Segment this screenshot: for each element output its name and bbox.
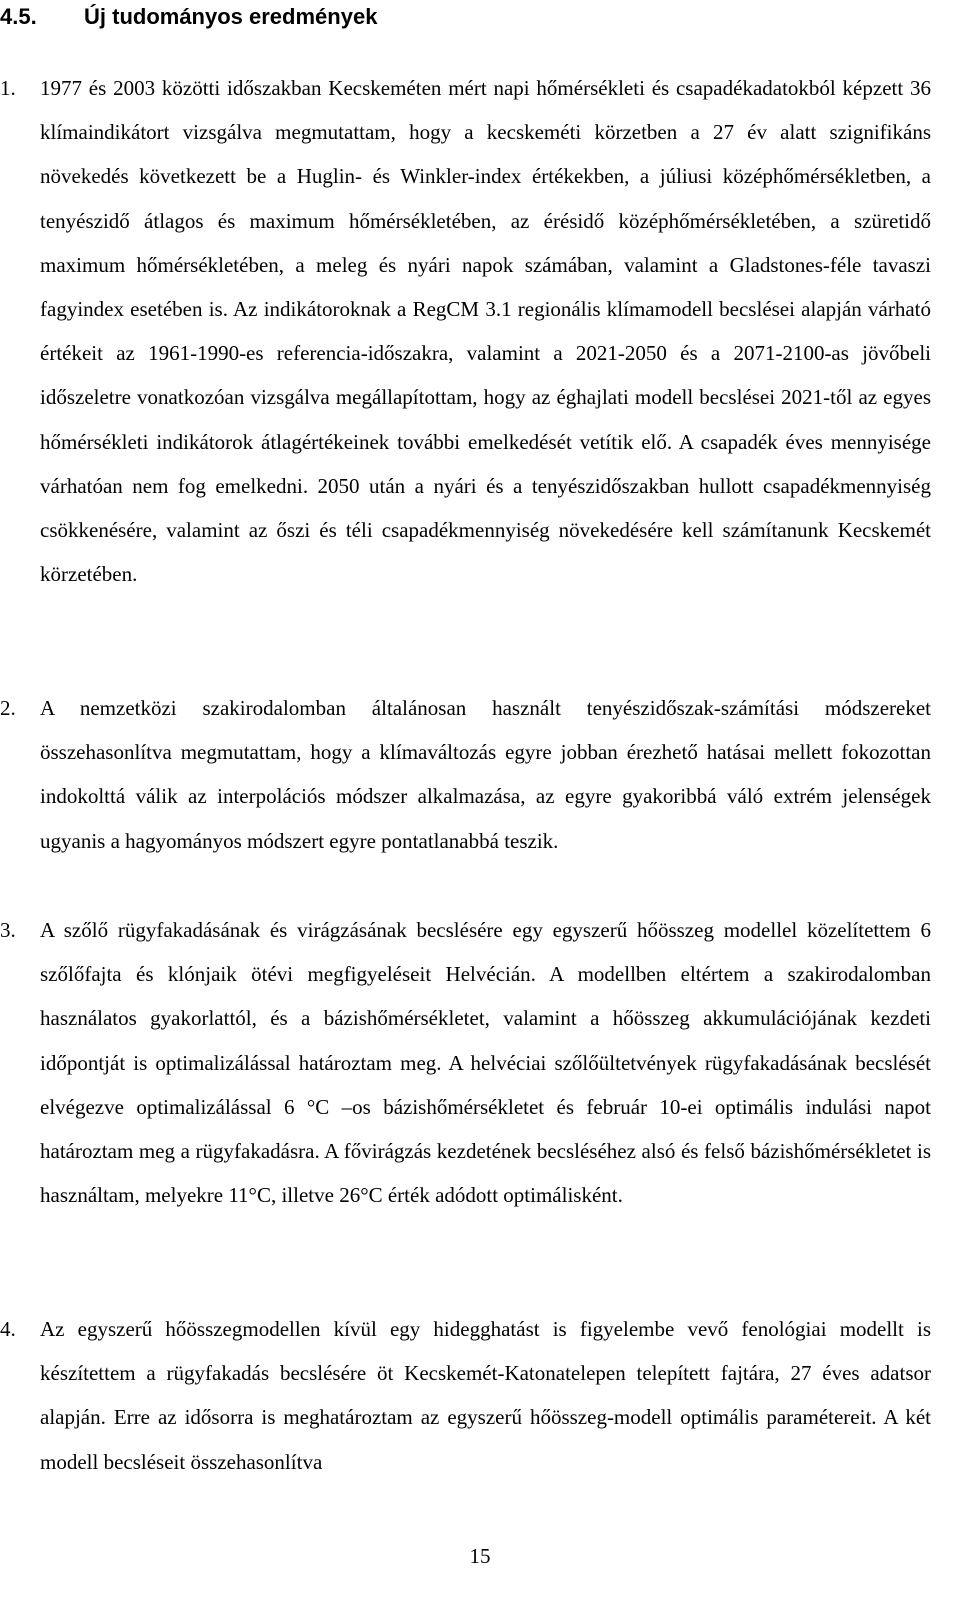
section-number: 4.5.: [0, 4, 37, 29]
item-number: 3.: [0, 918, 16, 942]
item-number: 1.: [0, 76, 16, 100]
result-item-3: [0, 908, 931, 1217]
result-item-2: [0, 686, 931, 863]
section-title: Új tudományos eredmények: [84, 4, 378, 29]
section-heading: [0, 2, 377, 32]
result-item-1: [0, 66, 931, 596]
item-text: A szőlő rügyfakadásának és virágzásának becslésére egy egyszerű hőösszeg modellel közelítettem 6 szőlőfajta és klónjaik ötévi megfigyeléseit Helvécián. A modellben eltértem a szakirodalomban használatos gyakorlattól, és a bázishőmérsékletet, valamint a hőösszeg akkumulációjának kezdeti időpontját is optimalizálással határoztam meg. A helvéciai szőlőültetvények rügyfakadásának becslését elvégezve optimalizálással 6 °C –os bázishőmérsékletet és február 10-ei optimális indulási napot határoztam meg a rügyfakadásra. A fővirágzás kezdetének becsléséhez alsó és felső bázishőmérsékletet is használtam, melyekre 11°C, illetve 26°C érték adódott optimálisként.: [40, 918, 931, 1208]
item-number: 4.: [0, 1317, 16, 1341]
result-item-4: [0, 1307, 931, 1484]
page-number: 15: [469, 1544, 491, 1568]
item-number: 2.: [0, 696, 16, 720]
item-text: A nemzetközi szakirodalomban általánosan használt tenyészidőszak-számítási módszereket összehasonlítva megmutattam, hogy a klímaváltozás egyre jobban érezhető hatásai mellett fokozottan indokolttá válik az interpolációs módszer alkalmazása, az egyre gyakoribbá váló extrém jelenségek ugyanis a hagyományos módszert egyre pontatlanabbá teszik.: [40, 696, 931, 853]
item-text: Az egyszerű hőösszegmodellen kívül egy hidegghatást is figyelembe vevő fenológiai modellt is készítettem a rügyfakadás becslésére öt Kecskemét-Katonatelepen telepített fajtára, 27 éves adatsor alapján. Erre az idősorra is meghatároztam az egyszerű hőösszeg-modell optimális paramétereit. A két modell becsléseit összehasonlítva: [40, 1317, 931, 1474]
item-text: 1977 és 2003 közötti időszakban Kecskeméten mért napi hőmérsékleti és csapadékadatokból képzett 36 klímaindikátort vizsgálva megmutattam, hogy a kecskeméti körzetben a 27 év alatt szignifikáns növekedés következett be a Huglin- és Winkler-index értékekben, a júliusi középhőmérsékletben, a tenyészidő átlagos és maximum hőmérsékletében, az érésidő középhőmérsékletében, a szüretidő maximum hőmérsékletében, a meleg és nyári napok számában, valamint a Gladstones-féle tavaszi fagyindex esetében is. Az indikátoroknak a RegCM 3.1 regionális klímamodell becslései alapján várható értékeit az 1961-1990-es referencia-időszakra, valamint a 2021-2050 és a 2071-2100-as jövőbeli időszeletre vonatkozóan vizsgálva megállapítottam, hogy az éghajlati modell becslései 2021-től az egyes hőmérsékleti indikátorok átlagértékeinek további emelkedését vetítik elő. A csapadék éves mennyisége várhatóan nem fog emelkedni. 2050 után a nyári és a tenyészidőszakban hullott csapadékmennyiség csökkenésére, valamint az őszi és téli csapadékmennyiség növekedésére kell számítanunk Kecskemét körzetében.: [40, 76, 931, 587]
